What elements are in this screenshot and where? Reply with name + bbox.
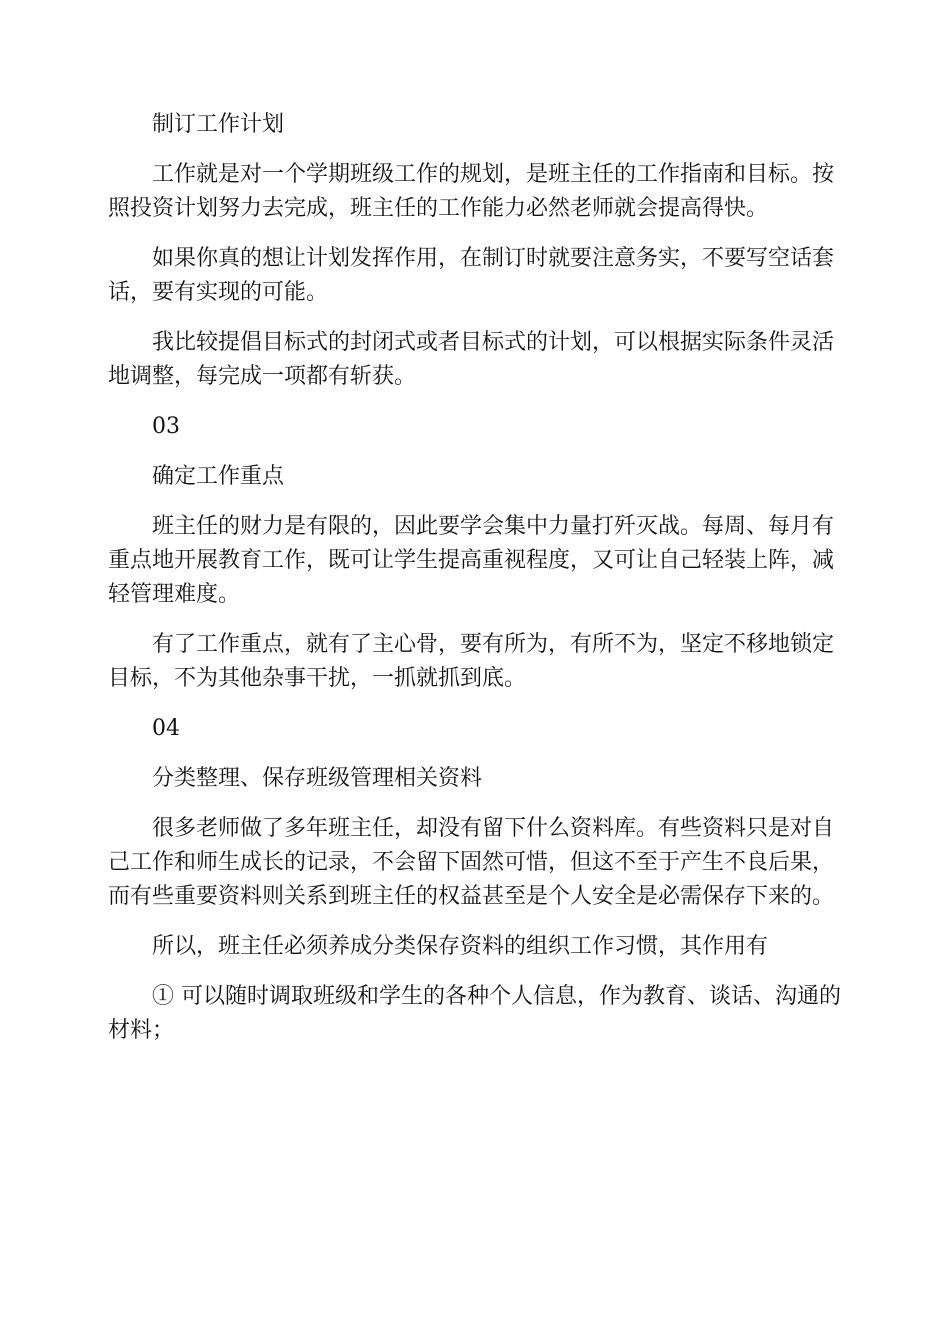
section-heading-organize-records: 分类整理、保存班级管理相关资料 <box>152 766 483 791</box>
paragraph-flexible-plan: 我比较提倡目标式的封闭式或者目标式的计划，可以根据实际条件灵活地调整，每完成一项都有斩获。 <box>108 330 835 389</box>
paragraph-practical-plan: 如果你真的想让计划发挥作用，在制订时就要注意务实，不要写空话套话，要有实现的可能。 <box>108 246 835 305</box>
paragraph-focus-target: 有了工作重点，就有了主心骨，要有所为，有所不为，坚定不移地锁定目标，不为其他杂事干扰，一抓就抓到底。 <box>108 632 835 691</box>
paragraph-records-importance: 很多老师做了多年班主任，却没有留下什么资料库。有些资料只是对自己工作和师生成长的记录，不会留下固然可惜，但这不至于产生不良后果，而有些重要资料则关系到班主任的权益甚至是个人安全是必需保存下来的。 <box>108 816 835 909</box>
list-item-record-use-1: ① 可以随时调取班级和学生的各种个人信息，作为教育、谈话、沟通的材料； <box>108 984 841 1043</box>
section-number-03: 03 <box>152 414 180 439</box>
paragraph-focus-efforts: 班主任的财力是有限的，因此要学会集中力量打歼灭战。每周、每月有重点地开展教育工作，既可让学生提高重视程度，又可让自己轻装上阵，减轻管理难度。 <box>108 514 835 607</box>
paragraph-plan-purpose: 工作就是对一个学期班级工作的规划，是班主任的工作指南和目标。按照投资计划努力去完成，班主任的工作能力必然老师就会提高得快。 <box>108 162 835 221</box>
section-heading-work-focus: 确定工作重点 <box>152 464 285 489</box>
section-number-04: 04 <box>152 716 180 741</box>
document-body <box>108 108 848 1066</box>
section-heading-make-plan: 制订工作计划 <box>152 112 285 137</box>
paragraph-records-habit: 所以，班主任必须养成分类保存资料的组织工作习惯，其作用有 <box>152 934 769 959</box>
